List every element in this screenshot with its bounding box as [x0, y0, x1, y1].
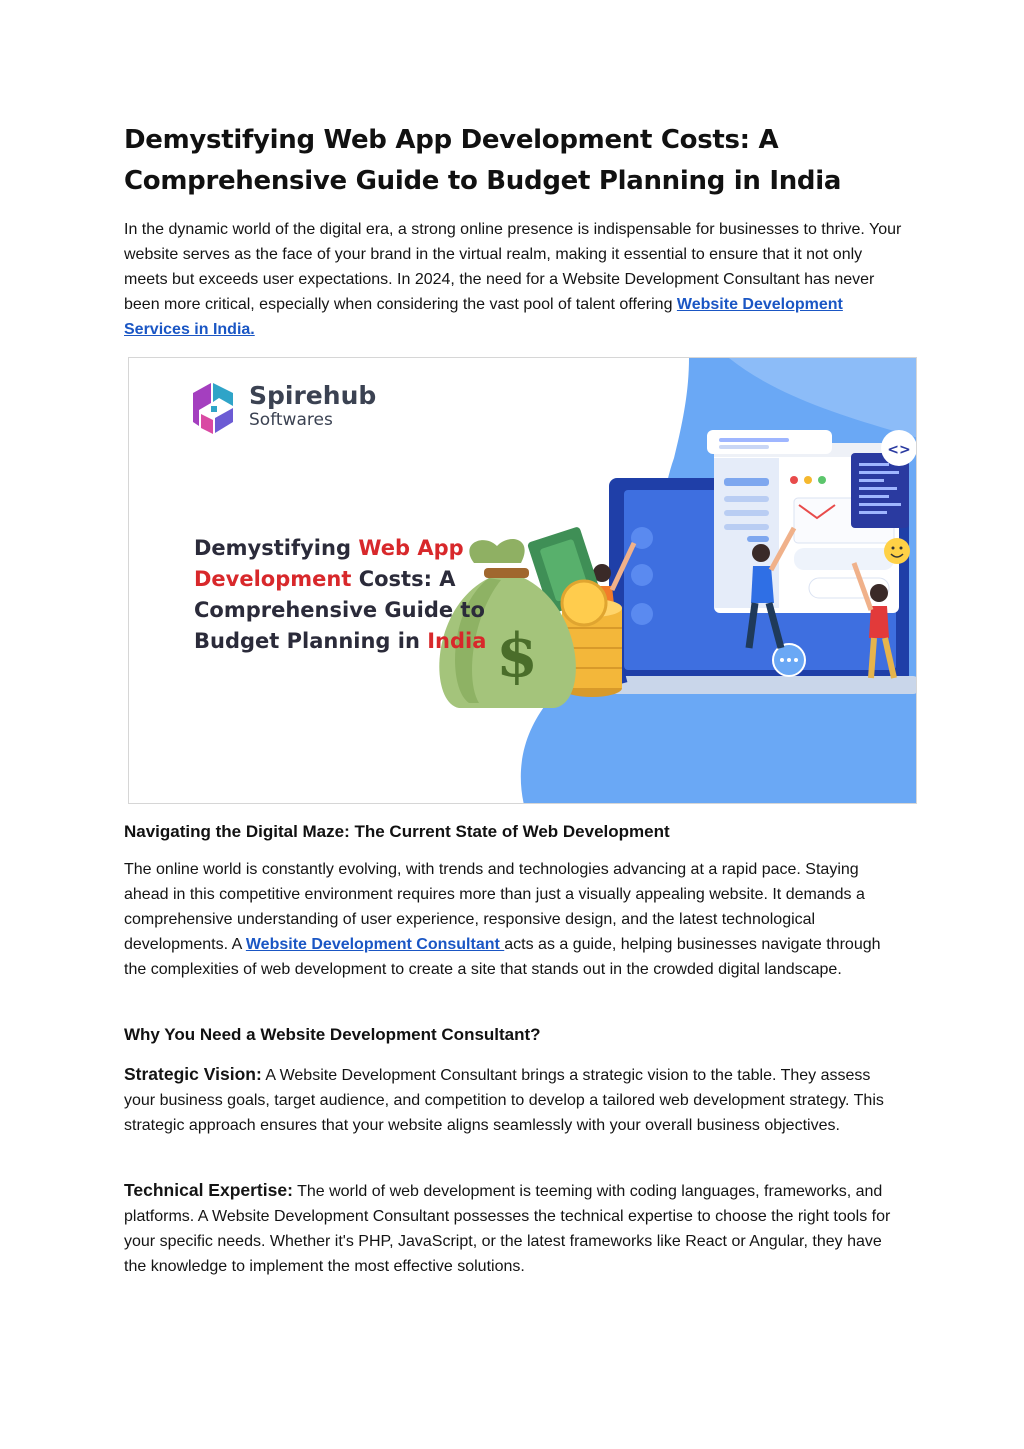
- logo-subtitle: Softwares: [249, 410, 333, 430]
- window-dot-red: [790, 476, 798, 484]
- intro-text: In the dynamic world of the digital era, a strong online presence is indispensable for businesses to thrive. Your website serves as the face of your brand in the virtual realm, making it essential to ensure that it not only meets but exceeds user expectations. In 2024, the need for a Website Development Consultant has never been more critical, especially when considering the vast pool of talent offering: [124, 221, 902, 313]
- strategic-vision-lead: Strategic Vision:: [124, 1064, 262, 1084]
- section-heading-why-consultant: Why You Need a Website Development Consultant?: [124, 1025, 541, 1044]
- section-paragraph-digital-maze: The online world is constantly evolving, with trends and technologies advancing at a rapid pace. Staying ahead in this competitive environment requires more than just a visually appealing website. It demands a comprehensive understanding of user experience, responsive design, and the latest technological developments. A Website Development Consultant acts as a guide, helping businesses navigate through the complexities of web development to create a site that stands out in the crowded digital landscape.: [124, 861, 881, 978]
- section-heading-digital-maze: Navigating the Digital Maze: The Current State of Web Development: [124, 822, 670, 841]
- technical-expertise-paragraph: Technical Expertise: The world of web development is teeming with coding languages, frameworks, and platforms. A Website Development Consultant possesses the technical expertise to choose the right tools for your specific needs. Whether it's PHP, JavaScript, or the latest frameworks like React or Angular, they have the knowledge to implement the most effective solutions.: [124, 1180, 891, 1275]
- location-icon: [631, 603, 653, 625]
- clock-icon: [631, 564, 653, 586]
- article: [124, 120, 904, 342]
- spirehub-logo-icon: [193, 383, 233, 434]
- strategic-vision-paragraph: Strategic Vision: A Website Development Consultant brings a strategic vision to the table. They assess your business goals, target audience, and competition to develop a tailored web development strategy. This strategic approach ensures that your website aligns seamlessly with your overall business objectives.: [124, 1064, 884, 1134]
- website-development-consultant-link[interactable]: Website Development Consultant: [245, 936, 505, 953]
- website-development-services-link[interactable]: Website Development Services in India.: [124, 296, 843, 338]
- hero-title: Demystifying Web App Development Costs: A Comprehensive Guide to Budget Planning in India: [194, 536, 487, 653]
- intro-paragraph: [124, 217, 904, 342]
- code-tag-icon: <>: [887, 442, 911, 458]
- window-dot-green: [818, 476, 826, 484]
- smiley-icon: [884, 538, 910, 564]
- window-dot-yellow: [804, 476, 812, 484]
- dollar-sign: $: [496, 621, 538, 691]
- technical-expertise-lead: Technical Expertise:: [124, 1180, 293, 1200]
- hero-banner: [128, 357, 917, 804]
- spirehub-logo: [249, 382, 376, 430]
- article-title: Demystifying Web App Development Costs: A Comprehensive Guide to Budget Planning in India: [124, 125, 842, 196]
- logo-wordmark: Spirehub: [249, 381, 377, 410]
